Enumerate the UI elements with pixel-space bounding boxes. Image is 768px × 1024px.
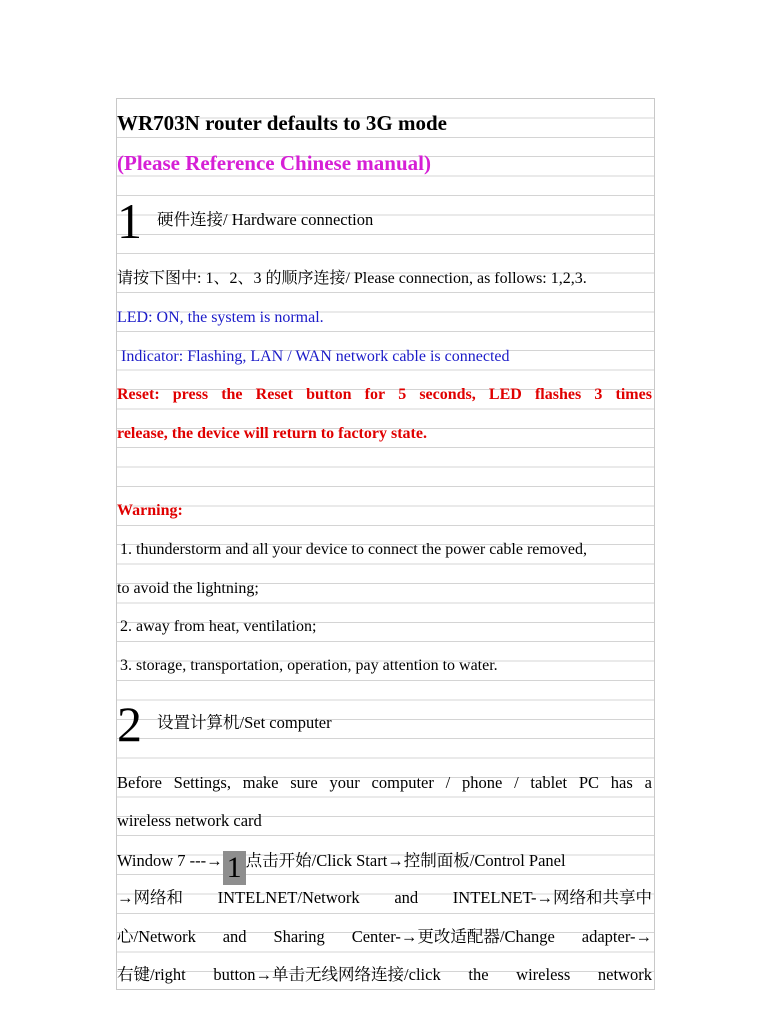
reset-word: the — [221, 386, 243, 403]
section-2-heading: 设置计算机/Set computer — [157, 713, 332, 732]
text-word: Before — [117, 773, 162, 792]
windows7-steps: 点击开始/Click Start→控制面板/Control Panel — [245, 851, 566, 870]
text-word: INTELNET/Network — [217, 888, 360, 907]
text-word: Sharing — [273, 927, 325, 946]
text-word: tablet — [530, 773, 568, 792]
reset-line-1 — [117, 387, 654, 403]
reset-word: for — [364, 386, 386, 403]
reset-word: press — [172, 386, 209, 403]
text-word: adapter-→ — [581, 927, 652, 946]
text-word: Settings, — [173, 773, 231, 792]
text-word: sure — [290, 773, 318, 792]
text-word: network — [597, 965, 652, 984]
reset-word: Reset: — [117, 386, 160, 403]
text-word: PC — [578, 773, 600, 792]
right-click-line — [117, 967, 654, 984]
reset-line-2: release, the device will return to factory state. — [117, 425, 427, 442]
before-settings-line — [117, 775, 654, 792]
text-word: wireless — [516, 965, 571, 984]
text-word: has — [610, 773, 633, 792]
text-word: / — [514, 773, 519, 792]
reset-word: seconds, — [419, 386, 476, 403]
text-word: →网络和 — [117, 888, 183, 907]
text-word: / — [445, 773, 451, 792]
reset-word: 3 — [594, 386, 603, 403]
text-word: 右键/right — [117, 965, 186, 984]
warning-item-2: 2. away from heat, ventilation; — [120, 618, 317, 635]
windows7-steps-line — [117, 851, 654, 885]
sharing-center-line — [117, 929, 654, 946]
connect-instruction: 请按下图中: 1、2、3 的顺序连接/ Please connection, as follows: 1,2,3. — [117, 270, 587, 287]
text-word: your — [329, 773, 360, 792]
warning-heading: Warning: — [117, 502, 183, 519]
text-word: a — [644, 773, 652, 792]
text-word: the — [468, 965, 489, 984]
before-settings-line-cont: wireless network card — [117, 811, 262, 830]
reset-word: button — [306, 386, 352, 403]
text-word: Center-→更改适配器/Change — [351, 927, 555, 946]
windows7-prefix: Window 7 ---→ — [117, 851, 223, 870]
warning-item-3: 3. storage, transportation, operation, pay attention to water. — [120, 657, 498, 674]
document-title: WR703N router defaults to 3G mode — [117, 111, 447, 135]
text-word: INTELNET-→网络和共享中 — [452, 888, 652, 907]
led-status-line: LED: ON, the system is normal. — [117, 309, 324, 326]
reset-word: flashes — [534, 386, 582, 403]
network-line — [117, 890, 654, 907]
text-word: 心/Network — [117, 927, 196, 946]
step-badge: 1 — [223, 851, 246, 885]
text-word: make — [242, 773, 279, 792]
text-word: and — [394, 888, 419, 907]
section-2-number: 2 — [117, 696, 142, 752]
reset-word: 5 — [398, 386, 407, 403]
text-word: button→单击无线网络连接/click — [213, 965, 441, 984]
reset-word: Reset — [255, 386, 293, 403]
section-1-number: 1 — [117, 193, 142, 249]
text-word: computer — [371, 773, 434, 792]
section-1-heading: 硬件连接/ Hardware connection — [157, 210, 374, 229]
document-page — [116, 98, 655, 990]
reference-note: (Please Reference Chinese manual) — [117, 151, 431, 175]
reset-word: times — [615, 386, 652, 403]
text-word: and — [222, 927, 247, 946]
warning-item-1-cont: to avoid the lightning; — [117, 580, 259, 597]
text-word: phone — [461, 773, 503, 792]
indicator-line: Indicator: Flashing, LAN / WAN network cable is connected — [121, 348, 510, 365]
reset-word: LED — [488, 386, 522, 403]
warning-item-1: 1. thunderstorm and all your device to connect the power cable removed, — [120, 541, 587, 558]
